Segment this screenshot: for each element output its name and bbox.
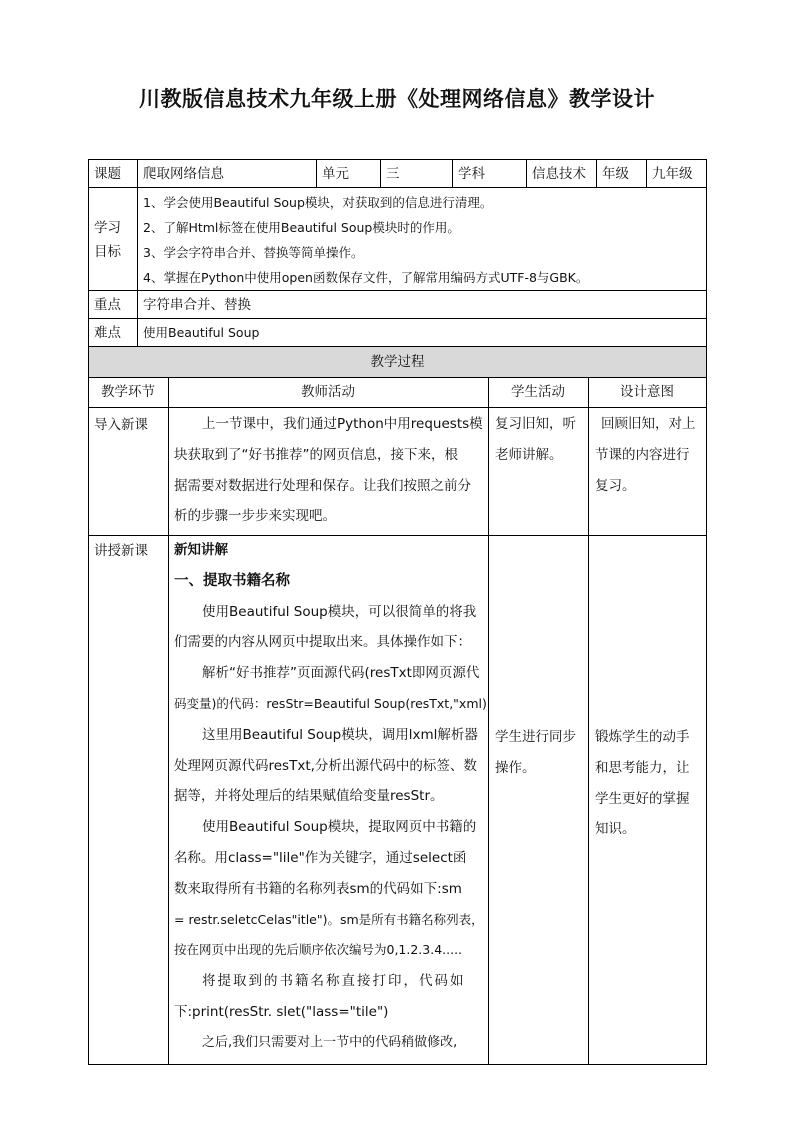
text-line: 回顾旧知，对上 bbox=[601, 416, 696, 432]
text-line: 知识。 bbox=[595, 821, 636, 838]
column-header-intent: 设计意图 bbox=[620, 384, 674, 400]
text-line: = restr.seletcCelas"itle")。sm是所有书籍名称列表， bbox=[174, 911, 484, 927]
difficult-point-value: 使用Beautiful Soup bbox=[143, 325, 260, 340]
text-line: 解析“好书推荐”页面源代码(resTxt即网页源代 bbox=[202, 665, 480, 682]
objectives-label-line: 目标 bbox=[94, 244, 121, 260]
table-border bbox=[588, 377, 589, 1065]
new-stage: 讲授新课 bbox=[94, 543, 148, 559]
table-border bbox=[316, 159, 317, 187]
table-border bbox=[88, 290, 707, 291]
text-line: 使用Beautiful Soup模块，可以很简单的将我 bbox=[202, 603, 477, 620]
column-header-stage: 教学环节 bbox=[101, 384, 155, 400]
objectives-label-line: 学习 bbox=[94, 220, 121, 236]
document-title: 川教版信息技术九年级上册《处理网络信息》教学设计 bbox=[139, 86, 655, 111]
table-border bbox=[452, 159, 453, 187]
text-line: 使用Beautiful Soup模块，提取网页中书籍的 bbox=[202, 819, 477, 836]
section-subheading: 一、提取书籍名称 bbox=[174, 572, 290, 589]
key-point-value: 字符串合并、替换 bbox=[143, 297, 251, 313]
text-line: 学生进行同步 bbox=[495, 729, 576, 745]
subject-value: 信息技术 bbox=[532, 166, 586, 182]
text-line: 按在网页中出现的先后顺序依次编号为0,1.2.3.4..... bbox=[174, 942, 463, 958]
objective-item: 4、掌握在Python中使用open函数保存文件，了解常用编码方式UTF-8与GBK。 bbox=[143, 270, 589, 285]
text-line: 将提取到的书籍名称直接打印，代码如 bbox=[202, 973, 466, 990]
table-border bbox=[88, 377, 707, 378]
intro-stage: 导入新课 bbox=[94, 417, 148, 433]
text-line: 析的步骤一步步来实现吧。 bbox=[174, 508, 336, 525]
text-line: 们需要的内容从网页中提取出来。具体操作如下： bbox=[174, 634, 471, 651]
unit-label: 单元 bbox=[322, 166, 349, 182]
text-line: 复习。 bbox=[595, 477, 636, 494]
table-border bbox=[88, 159, 707, 160]
table-border bbox=[526, 159, 527, 187]
intro-teacher-text bbox=[174, 409, 483, 532]
table-border bbox=[88, 187, 707, 188]
new-intent-text bbox=[595, 722, 690, 845]
text-line: 学生更好的掌握 bbox=[595, 790, 690, 807]
text-line: 之后,我们只需要对上一节中的代码稍做修改, bbox=[202, 1034, 458, 1050]
new-teacher-text bbox=[174, 535, 487, 1059]
intro-intent-text bbox=[595, 409, 696, 501]
text-line: 码变量)的代码：resStr=Beautiful Soup(resTxt,"xml) bbox=[174, 695, 487, 711]
text-line: 老师讲解。 bbox=[495, 446, 563, 463]
subject-label: 学科 bbox=[458, 166, 485, 182]
table-border bbox=[488, 377, 489, 1065]
table-border bbox=[88, 407, 707, 408]
table-border bbox=[137, 159, 138, 346]
text-line: 据等，并将处理后的结果赋值给变量resStr。 bbox=[174, 788, 444, 805]
table-border bbox=[380, 159, 381, 187]
intro-student-text bbox=[495, 409, 576, 471]
objectives-label bbox=[94, 216, 121, 264]
key-point-label: 重点 bbox=[94, 297, 121, 313]
text-line: 节课的内容进行 bbox=[595, 446, 690, 463]
section-heading: 新知讲解 bbox=[174, 542, 228, 558]
objective-item: 1、学会使用Beautiful Soup模块，对获取到的信息进行清理。 bbox=[143, 195, 493, 210]
text-line: 上一节课中，我们通过Python中用requests模 bbox=[202, 416, 483, 432]
text-line: 和思考能力，让 bbox=[595, 759, 690, 776]
table-border bbox=[596, 159, 597, 187]
table-border bbox=[646, 159, 647, 187]
table-border bbox=[88, 1064, 707, 1065]
text-line: 据需要对数据进行处理和保存。让我们按照之前分 bbox=[174, 477, 471, 494]
difficult-point-label: 难点 bbox=[94, 325, 121, 341]
table-border bbox=[88, 318, 707, 319]
table-border bbox=[706, 159, 707, 1065]
text-line: 锻炼学生的动手 bbox=[595, 729, 690, 745]
text-line: 数来取得所有书籍的名称列表sm的代码如下:sm bbox=[174, 880, 462, 897]
topic-label: 课题 bbox=[94, 166, 121, 182]
table-border bbox=[88, 159, 89, 1065]
objective-item: 3、学会字符串合并、替换等简单操作。 bbox=[143, 245, 364, 260]
text-line: 这里用Beautiful Soup模块，调用lxml解析器 bbox=[202, 726, 478, 743]
objective-item: 2、了解Html标签在使用Beautiful Soup模块时的作用。 bbox=[143, 220, 460, 235]
topic-value: 爬取网络信息 bbox=[143, 166, 224, 182]
text-line: 下:print(resStr. slet("lass="tile") bbox=[174, 1003, 389, 1020]
text-line: 名称。用class="lile"作为关键字，通过select函 bbox=[174, 849, 467, 866]
table-border bbox=[168, 377, 169, 1065]
process-header: 教学过程 bbox=[370, 354, 425, 370]
column-header-teacher: 教师活动 bbox=[301, 384, 355, 400]
new-student-text bbox=[495, 722, 576, 784]
text-line: 操作。 bbox=[495, 759, 536, 776]
table-border bbox=[88, 346, 707, 347]
unit-value: 三 bbox=[386, 166, 400, 182]
text-line: 处理网页源代码resTxt,分析出源代码中的标签、数 bbox=[174, 757, 477, 774]
column-header-student: 学生活动 bbox=[511, 384, 565, 400]
text-line: 复习旧知，听 bbox=[495, 416, 576, 432]
grade-value: 九年级 bbox=[652, 166, 693, 182]
grade-label: 年级 bbox=[602, 166, 629, 182]
text-line: 块获取到了“好书推荐”的网页信息，接下来，根 bbox=[174, 446, 458, 463]
